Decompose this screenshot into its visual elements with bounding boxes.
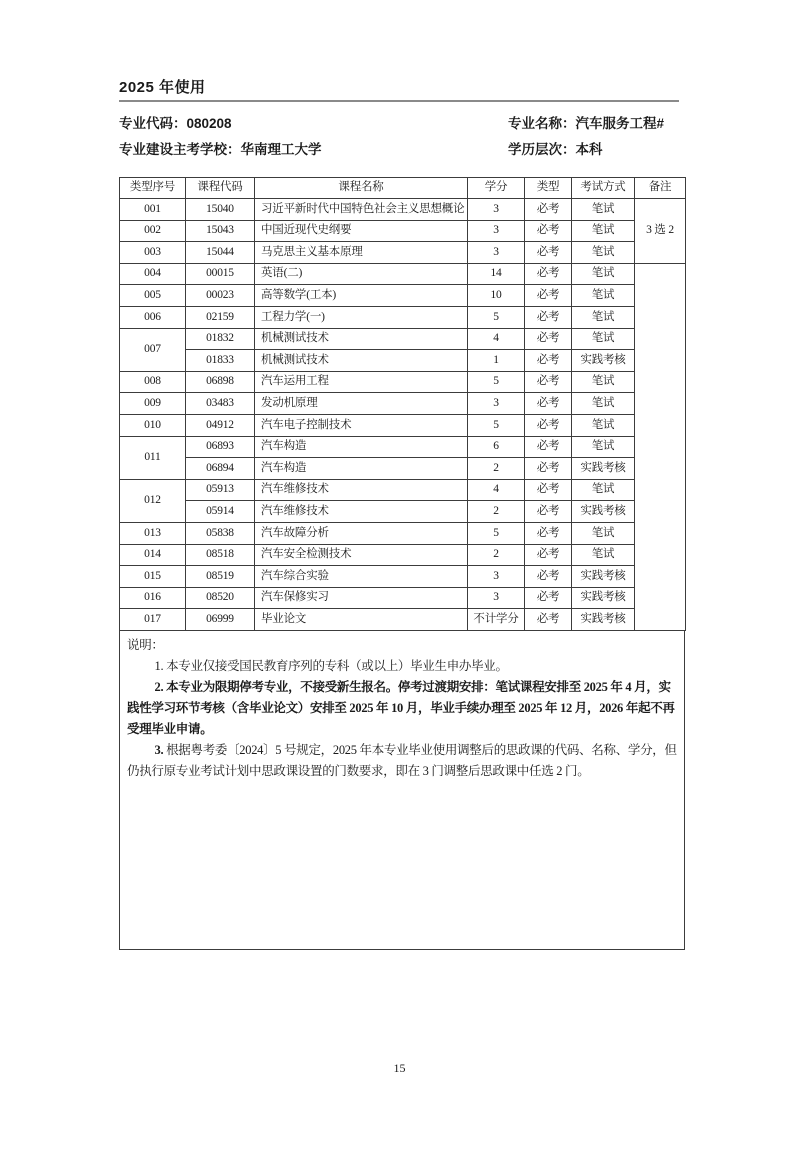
table-cell: 003 — [120, 242, 186, 264]
field-label: 专业名称： — [508, 116, 576, 131]
field-value: 080208 — [186, 116, 232, 131]
course-plan — [119, 177, 685, 950]
table-cell: 笔试 — [572, 522, 635, 544]
table-cell: 不计学分 — [468, 609, 525, 631]
table-cell: 013 — [120, 522, 186, 544]
table-cell: 00023 — [186, 285, 255, 307]
field-major-name — [508, 111, 664, 137]
table-header-cell: 课程代码 — [186, 178, 255, 199]
table-cell: 实践考核 — [572, 458, 635, 480]
table-cell: 004 — [120, 263, 186, 285]
field-value: 汽车服务工程# — [575, 116, 665, 131]
table-cell: 06898 — [186, 371, 255, 393]
table-cell: 2 — [468, 501, 525, 523]
table-cell: 汽车构造 — [255, 436, 468, 458]
table-cell: 01832 — [186, 328, 255, 350]
table-header-row — [120, 178, 686, 199]
table-cell: 012 — [120, 479, 186, 522]
table-cell: 汽车维修技术 — [255, 479, 468, 501]
table-row — [120, 306, 686, 328]
table-cell: 实践考核 — [572, 350, 635, 372]
table-cell: 笔试 — [572, 220, 635, 242]
table-row — [120, 263, 686, 285]
table-header-cell: 课程名称 — [255, 178, 468, 199]
table-cell: 笔试 — [572, 263, 635, 285]
table-cell: 3 — [468, 566, 525, 588]
table-cell: 笔试 — [572, 242, 635, 264]
table-cell: 015 — [120, 566, 186, 588]
table-cell: 010 — [120, 414, 186, 436]
table-cell: 10 — [468, 285, 525, 307]
note-item: 2. 本专业为限期停考专业，不接受新生报名。停考过渡期安排：笔试课程安排至 2025 年 4 月，实践性学习环节考核（含毕业论文）安排至 2025 年 10 月，毕业手续办理至 2025 年 12 月，2026 年起不再受理毕业申请。 — [127, 679, 675, 736]
table-cell: 03483 — [186, 393, 255, 415]
table-row — [120, 522, 686, 544]
header-fields-left — [119, 111, 322, 163]
table-cell: 08519 — [186, 566, 255, 588]
table-cell: 3 — [468, 587, 525, 609]
table-cell: 14 — [468, 263, 525, 285]
page-number: 15 — [393, 1061, 406, 1075]
table-cell: 007 — [120, 328, 186, 371]
table-cell: 必考 — [525, 350, 572, 372]
table-row — [120, 436, 686, 458]
table-row — [120, 479, 686, 501]
table-cell: 汽车电子控制技术 — [255, 414, 468, 436]
table-cell: 4 — [468, 479, 525, 501]
table-cell: 3 — [468, 393, 525, 415]
table-cell: 02159 — [186, 306, 255, 328]
table-cell: 06999 — [186, 609, 255, 631]
table-cell: 05914 — [186, 501, 255, 523]
table-cell: 05913 — [186, 479, 255, 501]
table-cell: 017 — [120, 609, 186, 631]
table-cell: 必考 — [525, 522, 572, 544]
table-cell: 6 — [468, 436, 525, 458]
table-cell: 必考 — [525, 306, 572, 328]
notes-body — [127, 656, 677, 782]
table-cell: 必考 — [525, 501, 572, 523]
table-cell: 笔试 — [572, 371, 635, 393]
table-cell: 汽车运用工程 — [255, 371, 468, 393]
notes-section — [119, 631, 685, 950]
table-cell: 必考 — [525, 544, 572, 566]
table-row — [120, 371, 686, 393]
table-cell: 笔试 — [572, 479, 635, 501]
field-label: 专业代码： — [119, 116, 187, 131]
table-cell: 实践考核 — [572, 609, 635, 631]
table-cell: 必考 — [525, 371, 572, 393]
table-row — [120, 220, 686, 242]
table-header-cell: 学分 — [468, 178, 525, 199]
table-cell: 15040 — [186, 199, 255, 221]
table-cell: 006 — [120, 306, 186, 328]
table-cell: 002 — [120, 220, 186, 242]
table-cell: 必考 — [525, 587, 572, 609]
table-cell: 必考 — [525, 414, 572, 436]
table-header-cell: 考试方式 — [572, 178, 635, 199]
table-header-cell: 类型序号 — [120, 178, 186, 199]
table-cell: 必考 — [525, 566, 572, 588]
table-cell: 3 — [468, 242, 525, 264]
table-row — [120, 587, 686, 609]
table-cell: 016 — [120, 587, 186, 609]
table-cell: 06893 — [186, 436, 255, 458]
table-row — [120, 350, 686, 372]
table-cell: 笔试 — [572, 306, 635, 328]
table-cell: 实践考核 — [572, 501, 635, 523]
header-fields-right — [508, 111, 664, 163]
table-cell: 15043 — [186, 220, 255, 242]
table-cell: 必考 — [525, 393, 572, 415]
table-cell: 00015 — [186, 263, 255, 285]
field-major-code — [119, 111, 322, 137]
field-degree-level — [508, 137, 664, 163]
field-value: 本科 — [575, 142, 603, 157]
table-cell: 3 — [468, 199, 525, 221]
table-cell: 06894 — [186, 458, 255, 480]
table-row — [120, 501, 686, 523]
table-cell: 马克思主义基本原理 — [255, 242, 468, 264]
table-row — [120, 242, 686, 264]
table-cell: 必考 — [525, 479, 572, 501]
table-cell: 4 — [468, 328, 525, 350]
table-cell: 高等数学(工本) — [255, 285, 468, 307]
note-number: 3. — [154, 742, 167, 757]
note-number: 1. — [154, 658, 167, 673]
table-cell: 汽车安全检测技术 — [255, 544, 468, 566]
field-value: 华南理工大学 — [240, 142, 322, 157]
table-row — [120, 458, 686, 480]
table-cell: 毕业论文 — [255, 609, 468, 631]
table-row — [120, 544, 686, 566]
table-cell: 5 — [468, 522, 525, 544]
table-row — [120, 414, 686, 436]
table-cell: 汽车保修实习 — [255, 587, 468, 609]
table-cell: 笔试 — [572, 199, 635, 221]
table-cell: 汽车维修技术 — [255, 501, 468, 523]
table-cell: 3 选 2 — [635, 199, 686, 264]
table-body — [120, 199, 686, 631]
table-cell: 必考 — [525, 328, 572, 350]
table-cell: 汽车构造 — [255, 458, 468, 480]
table-cell: 必考 — [525, 609, 572, 631]
table-cell: 必考 — [525, 285, 572, 307]
table-cell: 5 — [468, 371, 525, 393]
table-cell: 中国近现代史纲要 — [255, 220, 468, 242]
table-cell: 009 — [120, 393, 186, 415]
table-cell: 014 — [120, 544, 186, 566]
course-table — [119, 177, 686, 631]
header-divider — [119, 100, 679, 102]
table-row — [120, 328, 686, 350]
table-cell: 实践考核 — [572, 587, 635, 609]
table-cell — [635, 263, 686, 630]
note-number: 2. — [154, 679, 167, 694]
note-item: 3. 根据粤考委〔2024〕5 号规定，2025 年本专业毕业使用调整后的思政课的代码、名称、学分，但仍执行原专业考试计划中思政课设置的门数要求，即在 3 门调整后思政课中任选 2 门。 — [127, 742, 677, 778]
table-cell: 5 — [468, 306, 525, 328]
table-cell: 08518 — [186, 544, 255, 566]
field-label: 学历层次： — [508, 142, 576, 157]
table-cell: 工程力学(一) — [255, 306, 468, 328]
table-cell: 英语(二) — [255, 263, 468, 285]
table-cell: 2 — [468, 544, 525, 566]
table-cell: 笔试 — [572, 393, 635, 415]
table-cell: 笔试 — [572, 414, 635, 436]
table-cell: 汽车综合实验 — [255, 566, 468, 588]
doc-edition-title: 2025 年使用 — [119, 79, 206, 96]
table-cell: 15044 — [186, 242, 255, 264]
table-cell: 008 — [120, 371, 186, 393]
table-cell: 笔试 — [572, 328, 635, 350]
table-row — [120, 199, 686, 221]
table-cell: 001 — [120, 199, 186, 221]
table-cell: 发动机原理 — [255, 393, 468, 415]
table-cell: 机械测试技术 — [255, 328, 468, 350]
table-cell: 必考 — [525, 458, 572, 480]
table-cell: 必考 — [525, 436, 572, 458]
field-label: 专业建设主考学校： — [119, 142, 241, 157]
table-cell: 机械测试技术 — [255, 350, 468, 372]
field-chief-school — [119, 137, 322, 163]
table-cell: 011 — [120, 436, 186, 479]
table-cell: 必考 — [525, 220, 572, 242]
table-cell: 05838 — [186, 522, 255, 544]
table-cell: 08520 — [186, 587, 255, 609]
table-cell: 3 — [468, 220, 525, 242]
table-cell: 2 — [468, 458, 525, 480]
table-cell: 01833 — [186, 350, 255, 372]
table-cell: 汽车故障分析 — [255, 522, 468, 544]
table-cell: 习近平新时代中国特色社会主义思想概论 — [255, 199, 468, 221]
table-cell: 必考 — [525, 263, 572, 285]
table-cell: 笔试 — [572, 544, 635, 566]
notes-label: 说明： — [127, 637, 164, 652]
table-row — [120, 285, 686, 307]
table-cell: 005 — [120, 285, 186, 307]
table-cell: 实践考核 — [572, 566, 635, 588]
table-cell: 必考 — [525, 242, 572, 264]
table-cell: 5 — [468, 414, 525, 436]
table-row — [120, 609, 686, 631]
table-cell: 必考 — [525, 199, 572, 221]
table-cell: 1 — [468, 350, 525, 372]
table-row — [120, 566, 686, 588]
table-cell: 04912 — [186, 414, 255, 436]
table-header-cell: 类型 — [525, 178, 572, 199]
table-cell: 笔试 — [572, 285, 635, 307]
note-item: 1. 本专业仅接受国民教育序列的专科（或以上）毕业生申办毕业。 — [154, 658, 508, 673]
table-header-cell: 备注 — [635, 178, 686, 199]
table-cell: 笔试 — [572, 436, 635, 458]
table-row — [120, 393, 686, 415]
